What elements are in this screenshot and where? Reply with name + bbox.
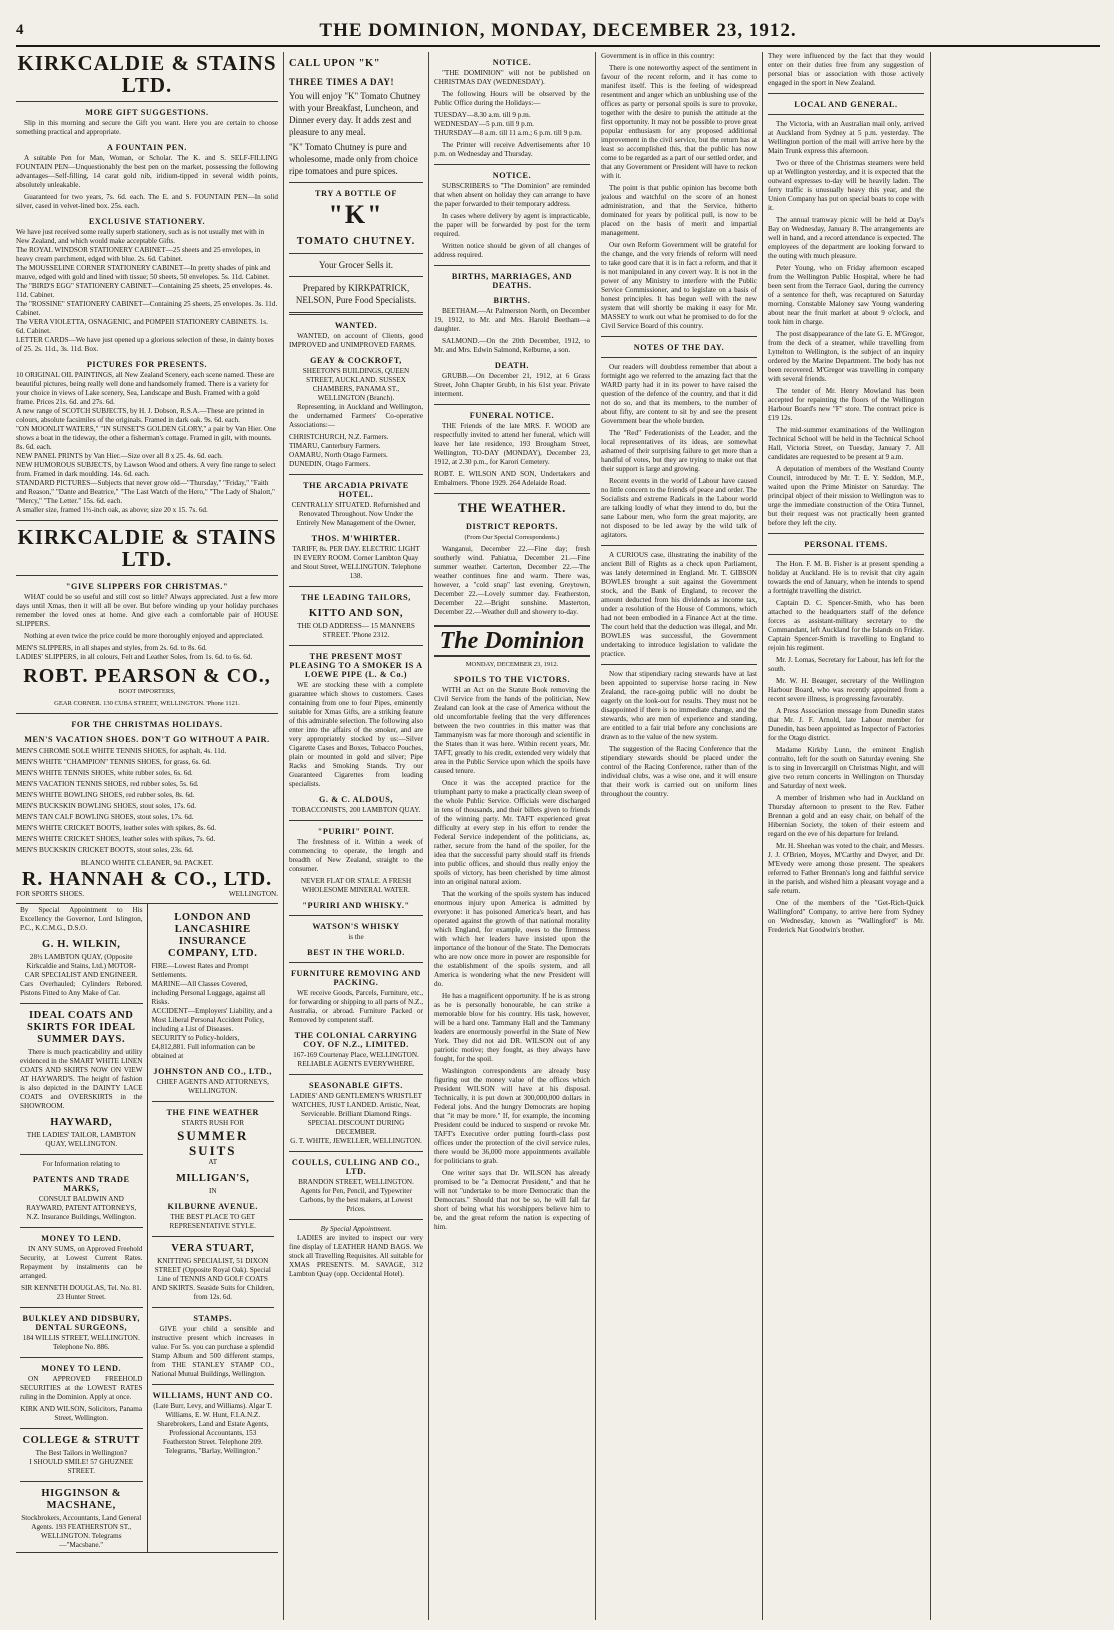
kirkcaldie-heading: KIRKCALDIE & STAINS LTD. [17, 52, 277, 97]
divider [601, 357, 757, 358]
divider [20, 1154, 143, 1155]
divider [16, 713, 278, 714]
editorial-cont-3: The point is that public opinion has become both jealous and watchful on the score of an honest administration, and that the Service, hitherto dominated for years by political pull, is now to be placed on the basis of merit and impartial management. [601, 184, 757, 237]
arcadia-text: CENTRALLY SITUATED. Refurnished and Renovated Throughout. Now Under the Entirely New Management of the Owner, [291, 501, 421, 527]
list-item: MEN'S WHITE "CHAMPION" TENNIS SHOES, for grass, 6s. 6d. [16, 758, 211, 766]
divider [289, 915, 423, 916]
higginson-text: Stockbrokers, Accountants, Land General Agents. 193 FEATHERSTON ST., WELLINGTON. Telegrams—"Macsbane." [21, 1514, 142, 1549]
notice2-text-2: In cases where delivery by agent is impracticable, the paper will be forwarded by post for the term required. [434, 212, 590, 238]
bulkley-address: 184 WILLIS STREET, WELLINGTON. Telephone No. 886. [22, 1334, 140, 1351]
slippers-heading: "GIVE SLIPPERS FOR CHRISTMAS." [65, 582, 229, 591]
williams-text: (Late Burr, Levy, and Williams). Algar T. Williams, E. W. Hunt, F.I.A.N.Z. Sharebrokers, Land and Estate Agents, Professional Accountants, 153 Featherston Street. Telephone 209. Telegrams, "Barlay, Wellington." [153, 1402, 273, 1455]
local-2: Two or three of the Christmas steamers were held up at Wellington yesterday, and it is expected that the outward expresses to-day will be heavily laden. The ferry traffic is unusually heavy this year, and the Union Company has put on special boats to cope with it. [768, 159, 924, 212]
try-bottle: TRY A BOTTLE OF [315, 189, 397, 198]
ladies-text: LADIES are invited to inspect our very fine display of LEATHER HAND BAGS. We stock all Travelling Requisites. All suitable for XMAS PRESENTS. M. SAVAGE, 312 Lambton Quay (opp. Occidental Hotel). [289, 1234, 423, 1278]
best-world: BEST IN THE WORLD. [307, 948, 405, 957]
k-big: "K" [328, 200, 384, 229]
personal-6: Madame Kirkby Lunn, the eminent English contralto, left for the south on Saturday evening. She is to sing in Invercargill on Christmas Night, and will give two return concerts in Wellington on Thursday and Saturday of next week. [768, 746, 924, 790]
coulls-text: Agents for Pen, Pencil, and Typewriter Carbons, by the best makers, at Lowest Prices. [299, 1187, 413, 1213]
spoils-p1: WITH an Act on the Statute Book removing the Civil Service from the hands of the politician, New Zealand can look at the case of America without the old uncomfortable feeling that the very differences between the two countries in this matter was that Tammanyism was far more thorough and scientific in the States than it was here. Within recent years, Mr. TAFT, greatly to his credit, extended very widely that area in the Public Service upon which the spoils have caused tenure. [434, 686, 590, 775]
blanco-line: BLANCO WHITE CLEANER, 9d. PACKET. [80, 859, 214, 867]
furniture-text: WE receive Goods, Parcels, Furniture, etc., for forwarding or shipping to all parts of N.Z., Australia, or abroad. Furniture Packed or Removed by competent staff. [289, 989, 423, 1024]
divider [434, 164, 590, 165]
white-jeweller: G. T. WHITE, JEWELLER, WELLINGTON. [290, 1137, 422, 1145]
shoes-list [16, 746, 278, 856]
weather-heading: THE WEATHER. [458, 500, 566, 515]
list-item: NEW HUMOROUS SUBJECTS, by Lawson Wood and others. A very fine range to select from. Framed in dark moulding. 14s. 6d. each. [16, 461, 276, 478]
notes-heading: NOTES OF THE DAY. [633, 343, 725, 352]
small-ads-left [16, 904, 148, 1552]
money2-heading: MONEY TO LEND. [41, 1364, 122, 1373]
spoils-p2: Once it was the accepted practice for the triumphant party to make a practically clean sweep of the whole Public Service. Officials were discharged in tens of thousands, and their billets given to friends of the winning party. Mr. TAFT experienced great difficulty at every step in his effort to render the Federal Service independent of the politicians, as, rather, secure from the hand of the spoiler, for the idea that the successful party should staff its friends into public offices, and should thus really enjoy the spoils of victory, has been cherished by time almost into an original natural axiom. [434, 779, 590, 886]
pictures-list [16, 371, 278, 515]
small-ads-right [148, 904, 279, 1552]
divider [434, 265, 590, 266]
notice2-heading: NOTICE. [492, 171, 532, 180]
column-divider [428, 52, 429, 1620]
notice2-text-3: Written notice should be given of all changes of address required. [434, 242, 590, 259]
k-text: You will enjoy "K" Tomato Chutney with your Breakfast, Luncheon, and Dinner every day. It adds zest and pleasure to any meal. [289, 91, 421, 137]
personal-7: A member of Irishmen who had in Auckland on Thursday afternoon to present to the Rev. Father Brennan a gold and an easy chair, on behalf of the Hibernian Society, the token of their esteem and regard on the eve of his departure for Ireland. [768, 794, 924, 838]
stamps-text: GIVE your child a sensible and instructive present which increases in value. For 5s. you can purchase a splendid Stamp Album and 500 different stamps, from THE STANLEY STAMP CO., National Mutual Buildings, Wellington. [151, 1325, 274, 1378]
spoils-p6: One writer says that Dr. WILSON has already promised to be "a Democrat President," and that he will not "undertake to be more Democratic than the Democrats." Should that not be so, he will fall far short of being what his worshippers believe him to be, and the great reform the nation is expecting of him. [434, 1169, 590, 1231]
is-the: is the [348, 933, 364, 941]
note-2: The "Red" Federationists of the Leader, and the local representatives of its ideas, are somewhat ashamed of their surprising failure to get more than a handful of votes, but they are trying to make out that their support is large and growing. [601, 429, 757, 473]
kirk-wilson: KIRK AND WILSON, Solicitors, Panama Street, Wellington. [20, 1405, 143, 1422]
seasonable-text: LADIES' AND GENTLEMEN'S WRISTLET WATCHES, JUST LANDED. Artistic, Neat, Serviceable. Brilliant Diamond Rings. SPECIAL DISCOUNT DURING DECEMBER. [289, 1092, 423, 1136]
stationery-heading: EXCLUSIVE STATIONERY. [88, 217, 206, 226]
column-divider [930, 52, 931, 1620]
wanted-text: WANTED, on account of Clients, good IMPROVED and UNIMPROVED FARMS. [289, 332, 423, 349]
vera-text: KNITTING SPECIALIST, 51 DIXON STREET (Opposite Royal Oak). Special Line of TENNIS AND GOLF COATS AND SKIRTS. Seaside Suits for Children, from 12s. 6d. [151, 1257, 274, 1301]
summer-suits: SUMMER SUITS [177, 1128, 249, 1158]
geay-address: SHEETON'S BUILDINGS, QUEEN STREET, AUCKLAND. SUSSEX CHAMBERS, PANAMA ST., WELLINGTON (Branch). [302, 367, 410, 402]
list-item: MEN'S TAN CALF BOWLING SHOES, stout soles, 17s. 6d. [16, 813, 194, 821]
prepared-by: Prepared by KIRKPATRICK, NELSON, Pure Food Specialists. [295, 283, 417, 305]
list-item: "ON MOONLIT WATERS," "IN SUNSET'S GOLDEN GLORY," a pair by Van Hier. One shows a boat in the tideway, the other a fisherman's cottage. Framed in gilt, with mounts. 8s. 6d. each. [16, 425, 276, 451]
small-ads-grid [16, 903, 278, 1553]
reliable-line: RELIABLE AGENTS EVERYWHERE. [297, 1060, 415, 1068]
gift-intro: Slip in this morning and secure the Gift you want. Here you are certain to choose something practical and appropriate. [16, 119, 278, 136]
personal-4: Mr. W. H. Beauger, secretary of the Wellington Harbour Board, who was recently appointed from a recent severe illness, is progressing favourably. [768, 677, 924, 703]
colonial-address: 167-169 Courtenay Place, WELLINGTON. [293, 1051, 419, 1059]
divider [601, 545, 757, 546]
fountain-pen-text: A suitable Pen for Man, Woman, or Scholar. The K. and S. SELF-FILLING FOUNTAIN PEN—Unquestionably the best pen on the market, possessing the following advantages—Self-filling, 14 carat gold nib, iridium-tipped in several width points, absolutely unleakable. [16, 154, 278, 189]
divider [434, 404, 590, 405]
divider [601, 336, 757, 337]
list-item: TIMARU, Canterbury Farmers. [289, 442, 381, 450]
notice2-text: SUBSCRIBERS to "The Dominion" are reminded that when absent on holiday they can arrange to have the paper forwarded to their temporary address. [434, 182, 590, 208]
spoils-p4: He has a magnificent opportunity. If he is as strong as he is personally honourable, he can strike a memorable blow for his country. His task, however, will be a hard one. Tammany Hall and the Tammany leaders are enormously powerful in the State of New York. They did not aid DR. WILSON out of any patriotic motive; they fought, as they always have fought, for the spoil. [434, 992, 590, 1063]
column-divider [762, 52, 763, 1620]
divider [289, 253, 423, 254]
personal-3: Mr. J. Lomas, Secretary for Labour, has left for the south. [768, 656, 924, 673]
call-upon-k: CALL UPON "K" [289, 58, 381, 69]
editorial-cont-2: There is one noteworthy aspect of the sentiment in favour of the recent reform, and it has come to manifest itself. This is the feeling of widespread resentment and anger which an unblushing use of the offices as party or personal spoils is sure to provoke, together with the desire to punish the attitude at the first opportunity. It may not be possible to prove great popular enthusiasm for any proposed additional improvement in the civil service, but the return has at least so accomplished this, that the public has now come to be regarded as a part of our settled order, and that any Government or President will have to reckon with it. [601, 64, 757, 180]
list-item: MEN'S SLIPPERS, in all shapes and styles, from 2s. 6d. to 8s. 6d. [16, 644, 207, 652]
personal-8: Mr. H. Sheehan was voted to the chair, and Messrs. J. J. O'Brien, Moyes, M'Carthy and Dwyer, and Dr. M'Evedy were among those present. The speakers referred to Father Brennan's long and faithful service in the parish, and wished him a pleasant voyage and a safe return. [768, 842, 924, 895]
hannah-heading: R. HANNAH & CO., LTD. [21, 868, 273, 890]
list-item: MEN'S WHITE CRICKET BOOTS, leather soles with spikes, 8s. 6d. [16, 824, 217, 832]
whirter-text: TARIFF, 8s. PER DAY. ELECTRIC LIGHT IN EVERY ROOM. Corner Lambton Quay and Stout Street, WELLINGTON. Telephone 138. [290, 545, 422, 580]
masthead-rule [16, 45, 1100, 47]
slippers-note: Nothing at even twice the price could be more thoroughly enjoyed and appreciated. [24, 632, 264, 640]
dominion-masthead: The Dominion [434, 625, 590, 657]
list-item: MEN'S CHROME SOLE WHITE TENNIS SHOES, for asphalt, 4s. 11d. [16, 747, 227, 755]
hayward-heading: HAYWARD, [50, 1117, 113, 1128]
money2-text: ON APPROVED FREEHOLD SECURITIES at the LOWEST RATES ruling in the Dominion. Apply at once. [20, 1375, 143, 1401]
local-4: Peter Young, who on Friday afternoon escaped from the Wellington Public Hospital, where he had been sent from the Terrace Gaol, during the currency of a sentence for theft, was recaptured on Saturday morning. Constable Maloney saw Young wandering about near the fruit market at about 9 o'clock, and took him in charge. [768, 264, 924, 326]
insurance-list [152, 962, 275, 1061]
note-3: Recent events in the world of Labour have caused no little concern to the friends of peace and order. The Socialists and extreme Radicals in the Labour world are talking loudly of what they intend to do, but the sane Labour men, who form the great majority, are not disposed to be led away by the wild talk of agitators. [601, 477, 757, 539]
divider [768, 533, 924, 534]
list-item: THURSDAY—8 a.m. till 11 a.m.; 6 p.m. till 9 p.m. [434, 129, 582, 137]
bulkley-heading: BULKLEY AND DIDSBURY, DENTAL SURGEONS, [22, 1314, 140, 1332]
list-item: STANDARD PICTURES—Subjects that never grow old—"Thursday," "Friday," "Faith and Reason," "Dante and Beatrice," "The Last Watch of the Hero," "The Lady of Shalott," "Mercy," "The Letter." 15s. 6d. each. [16, 479, 275, 505]
divider [289, 1074, 423, 1075]
hannah-subline [16, 890, 278, 899]
douglas-line: SIR KENNETH DOUGLAS, Tel. No. 81. 23 Hunter Street. [20, 1284, 142, 1301]
divider [289, 645, 423, 646]
patents-intro: For Information relating to [42, 1160, 120, 1168]
wanted-heading: WANTED. [334, 321, 378, 330]
leading-tailors: THE LEADING TAILORS, [301, 593, 411, 602]
editorial-cont-1: Government is in office in this country: [601, 52, 715, 60]
personal-9: One of the members of the "Get-Rich-Quick Wallingford" Company, to arrive here from Sydney on Wednesday, known as "Wallingford" is Mr. Frederick Nat Goodwin's brother. [768, 899, 924, 934]
wilkin-heading: G. H. WILKIN, [42, 939, 121, 950]
divider [20, 1003, 143, 1004]
divider [289, 586, 423, 587]
fountain-pen-heading: A FOUNTAIN PEN. [106, 143, 188, 152]
note-6: The suggestion of the Racing Conference that the stipendiary stewards should be placed under the control of the Racing Conference, rather than of the individual clubs, was a wise one, and it will ensure that their work is carried out on uniform lines throughout the country. [601, 745, 757, 798]
williams-heading: WILLIAMS, HUNT AND CO. [152, 1391, 273, 1400]
local-5: The post disappearance of the late G. E. M'Gregor, from the deck of a steamer, while travelling from Lyttelton to Wellington, is the subject of an inquiry ordered by the Marine Department. The body has not been recovered. M'Gregor was travelling in company with several friends. [768, 330, 924, 383]
money-heading: MONEY TO LEND. [41, 1234, 122, 1243]
bdm-heading: BIRTHS, MARRIAGES, AND DEATHS. [451, 272, 573, 290]
seasonable-heading: SEASONABLE GIFTS. [309, 1081, 403, 1090]
divider [289, 182, 423, 183]
list-item: MEN'S WHITE BOWLING SHOES, red rubber soles, 8s. 6d. [16, 791, 195, 799]
holidays-heading: FOR THE CHRISTMAS HOLIDAYS. [71, 720, 223, 729]
list-item: MEN'S WHITE TENNIS SHOES, white rubber soles, 6s. 6d. [16, 769, 193, 777]
ideal-heading: IDEAL COATS AND SKIRTS FOR IDEAL SUMMER DAYS. [27, 1010, 136, 1045]
list-item: A new range of SCOTCH SUBJECTS, by H. J. Dobson, R.S.A.—These are printed in colours, absolute facsimiles of the originals. Framed in dark oak. 9s. 6d. each. [16, 407, 264, 424]
list-item: CHRISTCHURCH, N.Z. Farmers. [289, 433, 389, 441]
notice-heading: NOTICE. [492, 58, 532, 67]
local-1: The Victoria, with an Australian mail only, arrived at Auckland from Sydney at 5 p.m. yesterday. The Wellington portion of the mail will arrive here by the Main Trunk express this afternoon. [768, 120, 924, 155]
editorial-cont-4: Our own Reform Government will be grateful for the change, and the very friends of reform will need to take good care that it is in fact a reform, and that it is not manipulated in any covert way. It is not in the power of any Ministry to interfere with the Public Service Commissioner, and to legislate on a basis of honest principles. It has begun well with the new system that will shortly be making it easy for Mr. MASSEY to work out what he promised to do for the Civil Service Board of this country. [601, 241, 757, 330]
note-4: A CURIOUS case, illustrating the inability of the ancient Bill of Rights as a check upon Parliament, was lately determined in England. Mr. T. GIBSON BOWLES brought a suit against the Government stock, and the Bank of England, to recover the amount deducted from his dividends as income tax, under a resolution of the House of Commons, which had not been embodied in a Finance Act at the time. The court held that the deduction was illegal, and Mr. BOWLES was successful, the Government undertaking to introduce legislation to validate the practice. [601, 551, 757, 658]
stationery-list [16, 228, 278, 354]
personal-heading: PERSONAL ITEMS. [804, 540, 888, 549]
list-item: The "ROSSINE" STATIONERY CABINET—Containing 25 sheets, 25 envelopes. 3s. 11d. Cabinet. [16, 300, 278, 317]
higginson-heading: HIGGINSON & MACSHANE, [41, 1488, 122, 1511]
in-word: IN [208, 1187, 217, 1195]
divider [20, 1227, 143, 1228]
puriri-sub: NEVER FLAT OR STALE. A FRESH WHOLESOME MINERAL WATER. [300, 877, 412, 894]
note-5: Now that stipendiary racing stewards have at last been appointed to supervise horse racing in New Zealand, the race-going public will no doubt be eagerly on the look-out for results. They must not be disappointed if there is no immediate change, and the stewards, who are men of experience and standing, are entitled to a fair trial before any conclusions are drawn as to the value of the new system. [601, 670, 757, 741]
three-times: THREE TIMES A DAY! [289, 77, 395, 87]
spoils-p5: Washington correspondents are already busy figuring out the money value of the offices which President WILSON will have at his disposal. Technically, it is put down at 300,000,000 dollars in Federal jobs. And the hungry Democrats are hoping that "it may be more." If, for example, the incoming President could be induced to suspend or revoke Mr. TAFT's Executive order putting fourth-class post offices under the protection of the civil service rules, there would be 36,000 more appointments available for politicians to grab. [434, 1067, 590, 1165]
divider [152, 1236, 275, 1237]
column-notices-editorial [434, 52, 590, 1620]
editorial-date: MONDAY, DECEMBER 23, 1912. [465, 661, 559, 668]
divider [16, 520, 278, 521]
salmond-text: SALMOND.—On the 20th December, 1912, to Mr. and Mrs. Edwin Salmond, Kelburne, a son. [434, 337, 590, 354]
column-local-news [768, 52, 924, 1620]
slippers-list [16, 644, 278, 662]
column-ads-left [16, 52, 278, 1620]
list-item: The ROYAL WINDSOR STATIONERY CABINET—25 sheets and 25 envelopes, in heavy cream parchment, edged with blue. 2s. 6d. Cabinet. [16, 246, 261, 263]
divider [152, 1384, 275, 1385]
coulls-heading: COULLS, CULLING AND CO., LTD. [291, 1158, 421, 1176]
slippers-text: WHAT could be so useful and still cost so little? Always appreciated. Just a few more days until Xmas, then it will all be over. But before winding up your holiday purchases remember the loved ones at home. And give each a comfortable pair of HOUSE SLIPPERS. [16, 593, 278, 628]
pearson-address: GEAR CORNER. 130 CUBA STREET, WELLINGTON. 'Phone 1121. [54, 700, 240, 707]
arcadia-heading: THE ARCADIA PRIVATE HOTEL. [303, 481, 409, 499]
watson-heading: WATSON'S WHISKY [312, 922, 400, 931]
geay-text: Representing, in Auckland and Wellington, the undernamed Farmers' Co-operative Associations:— [289, 403, 423, 429]
whirter-heading: THOS. M'WHIRTER. [311, 534, 401, 543]
divider [601, 664, 757, 665]
list-item: WEDNESDAY—5 p.m. till 9 p.m. [434, 120, 534, 128]
fine-weather-sub: STARTS RUSH FOR [181, 1119, 244, 1127]
printer-text: The Printer will receive Advertisements after 10 p.m. on Wednesday and Thursday. [434, 141, 590, 158]
divider [289, 312, 423, 315]
list-item: LADIES' SLIPPERS, in all colours, Felt and Leather Soles, from 1s. 6d. to 6s. 6d. [16, 653, 253, 661]
list-item: DUNEDIN, Otago Farmers. [289, 460, 371, 468]
list-item: LETTER CARDS—We have just opened up a glorious selection of these, in dainty boxes of 25. 2s. 11d., 3s. 11d. Box. [16, 336, 274, 353]
list-item: MARINE—All Classes Covered, including Personal Luggage, against all Risks. [151, 980, 266, 1006]
spoils-heading: SPOILS TO THE VICTORS. [453, 675, 571, 684]
death-heading: DEATH. [494, 361, 530, 370]
colonial-heading: THE COLONIAL CARRYING COY. OF N.Z., LIMITED. [294, 1031, 418, 1049]
divider [289, 962, 423, 963]
coulls-address: BRANDON STREET, WELLINGTON. [298, 1178, 414, 1186]
pictures-heading: PICTURES FOR PRESENTS. [86, 360, 208, 369]
hayward-address: THE LADIES' TAILOR, LAMBTON QUAY, WELLINGTON. [26, 1131, 136, 1148]
column-ads-middle [289, 52, 423, 1620]
local-3: The annual tramway picnic will be held at Day's Bay on Wednesday, January 8. The arrangements are well in hand, and a record attendance is expected. The employees of the department are looking forward to the outing with much pleasure. [768, 216, 924, 260]
coops-list [289, 433, 423, 469]
list-item: ACCIDENT—Employers' Liability, and a Most Liberal Personal Accident Policy, including a List of Diseases. [151, 1007, 273, 1033]
stamps-heading: STAMPS. [193, 1314, 233, 1323]
personal-1: The Hon. F. M. B. Fisher is at present spending a holiday at Auckland. He is to revisit that city again towards the end of January, when he intends to spend a fortnight travelling the district. [768, 560, 924, 595]
list-item: A smaller size, framed 1½-inch oak, as above; size 20 x 15. 7s. 6d. [16, 506, 208, 514]
list-item: FIRE—Lowest Rates and Prompt Settlements. [151, 962, 249, 979]
patents-heading: PATENTS AND TRADE MARKS, [32, 1175, 130, 1193]
column-divider [595, 52, 596, 1620]
divider [152, 1101, 275, 1102]
newspaper-title: THE DOMINION, MONDAY, DECEMBER 23, 1912. [319, 20, 797, 41]
divider [768, 114, 924, 115]
grocer-line: Your Grocer Sells it. [318, 260, 394, 270]
weather-sub: DISTRICT REPORTS. [465, 522, 559, 531]
masthead [16, 20, 1100, 42]
divider [289, 1219, 423, 1220]
divider [16, 575, 278, 576]
list-item: The "BIRD'S EGG" STATIONERY CABINET—Containing 25 sheets, 25 envelopes. 4s. 11d. Cabinet. [16, 282, 273, 299]
aldous-heading: G. & C. ALDOUS, [318, 795, 394, 804]
tomato-chutney: TOMATO CHUTNEY. [296, 236, 416, 247]
gift-suggestions-heading: MORE GIFT SUGGESTIONS. [85, 108, 209, 117]
vera-heading: VERA STUART, [171, 1243, 255, 1254]
vacation-shoes-heading: MEN'S VACATION SHOES. DON'T GO WITHOUT A PAIR. [24, 735, 270, 744]
divider [20, 1357, 143, 1358]
list-item: OAMARU, North Otago Farmers. [289, 451, 388, 459]
puriri-text: The freshness of it. Within a week of commencing to operate, the length and breadth of New Zealand, straight to the consumer. [289, 838, 423, 873]
notice-text: "THE DOMINION" will not be published on CHRISTMAS DAY (WEDNESDAY). [434, 69, 590, 86]
births-heading: BIRTHS. [493, 296, 531, 305]
divider [768, 554, 924, 555]
fountain-pen-guarantee: Guaranteed for two years, 7s. 6d. each. The E. and S. FOUNTAIN PEN—In solid silver, cased in velvet-lined box. 25s. each. [16, 193, 278, 210]
special-appointment: By Special Appointment. [320, 1225, 392, 1233]
divider [152, 1307, 275, 1308]
funeral-text: THE Friends of the late MRS. F. WOOD are respectfully invited to attend her funeral, which will leave her late residence, 193 Brougham Street, Wellington, TO-DAY (MONDAY), December 23, 1912, at 2.30 p.m., for Karori Cemetery. [434, 422, 590, 466]
list-item: MEN'S WHITE CRICKET SHOES, leather soles with spikes, 7s. 6d. [16, 835, 216, 843]
wilkin-note: Cars Overhauled; Cylinders Rebored. Pistons Fitted to Any Make of Car. [20, 980, 143, 997]
at-word: AT [208, 1158, 218, 1166]
geay-heading: GEAY & COCKROFT, [310, 356, 402, 365]
weather-text: Wanganui, December 22.—Fine day; fresh southerly wind. Pahiatua, December 21.—Fine summer weather. Carterton, December 22.—The weather continues fine and warm. There was, however, a "cold snap" last evening. Greytown, December 22.—Lovely summer day. Featherston, December 22.—Bright sunshine. Masterton, December 22.—Weather dull and showery to-day. [434, 545, 590, 616]
wilkin-address: 28½ LAMBTON QUAY, (Opposite Kirkcaldie and Stains, Ltd.) MOTOR-CAR SPECIALIST AND ENGINEER. [24, 953, 138, 979]
money-text: IN ANY SUMS, on Approved Freehold Security, at Lowest Current Rates. Repayment by instalments can be arranged. [20, 1245, 143, 1280]
list-item: TUESDAY—8.30 a.m. till 9 p.m. [434, 111, 531, 119]
list-item: MEN'S BUCKSKIN BOWLING SHOES, stout soles, 17s. 6d. [16, 802, 196, 810]
pearson-heading: ROBT. PEARSON & CO., [23, 665, 271, 687]
ideal-text: There is much practicability and utility evidenced in the SMART WHITE LINEN COATS AND SKIRTS NOW ON VIEW AT HAYWARD'S. The height of fashion is also depicted in the DAINTY LACE COATS and OVERSKIRTS in the SHOWROOM. [20, 1048, 143, 1110]
kirkcaldie-heading-2: KIRKCALDIE & STAINS LTD. [17, 525, 277, 571]
list-item: SECURITY to Policy-holders, £4,812,881. Full information can be obtained at [151, 1034, 256, 1060]
divider [289, 820, 423, 821]
funeral-heading: FUNERAL NOTICE. [469, 411, 555, 420]
list-item: We have just received some really superb stationery, such as is not usually met with in New Zealand, and which would make acceptable Gifts. [16, 228, 265, 245]
divider [16, 101, 278, 102]
college-address: I SHOULD SMILE! 57 GHUZNEE STREET. [29, 1458, 134, 1475]
local-8: A deputation of members of the Westland County Council, introduced by Mr. T. E. Y. Seddon, M.P., waited upon the Prime Minister on Saturday. The principal object of their mission to Wellington was to urge the immediate construction of the Otira Tunnel, but their request was not practically been granted before they left the city. [768, 465, 924, 527]
patents-text: CONSULT BALDWIN AND RAYWARD, PATENT ATTORNEYS, N.Z. Insurance Buildings, Wellington. [26, 1195, 137, 1221]
divider [289, 276, 423, 277]
k-text-2: "K" Tomato Chutney is pure and wholesome, made only from choice ripe tomatoes and pure spices. [289, 142, 418, 176]
loewe-heading: THE PRESENT MOST PLEASING TO A SMOKER IS A LOEWE PIPE (L. & Co.) [289, 652, 423, 679]
personal-5: A Press Association message from Dunedin states that Mr. J. F. Arnold, late Labour member for Dunedin, has been appointed as Inspector of Factories for the Otago district. [768, 707, 924, 742]
hours-intro: The following Hours will be observed by the Public Office during the Holidays:— [434, 90, 590, 107]
divider [20, 1307, 143, 1308]
kitto-heading: KITTO AND SON, [308, 608, 404, 619]
johnston-sub: CHIEF AGENTS AND ATTORNEYS, WELLINGTON. [156, 1078, 269, 1095]
spoils-p3: That the working of the spoils system has induced enormous injury upon America is admitted by everyone: it has poisoned America's heart, and has operated against the growth of that national morality which England, for example, owes to the firmness with which her leaders have insisted upon the importance of the honour of the State. The Democrats who are now once more in power are responsible for the establishment of the spoils system, and all America is wondering what the new President will do. [434, 890, 590, 988]
pearson-sub: BOOT IMPORTERS, [118, 688, 176, 695]
divider [289, 1151, 423, 1152]
kitto-text: THE OLD ADDRESS— 15 MANNERS STREET. 'Phone 2312. [297, 622, 415, 639]
wilkin-intro: By Special Appointment to His Excellency the Governor, Lord Islington, P.C., K.C.M.G., D.S.O. [20, 906, 143, 932]
milligan-heading: MILLIGAN'S, [176, 1173, 250, 1184]
fine-weather-heading: THE FINE WEATHER [166, 1108, 260, 1117]
loewe-text: WE are stocking these with a complete guarantee which shows to customers. Cases containing from one to four Pipes, eminently suitable for Xmas Gifts, are a striking feature of this admirable selection. The following also enter into the affairs of the smoker, and are very appropriately stocked by us:—Silver Cigarette Cases and Boxes, Tobacco Pouches, plain or mounted in gold and silver; Pipe Racks and Smoking Stands. Try our Guaranteed Cigarettes from leading specialists. [289, 681, 423, 788]
column-divider [283, 52, 284, 1620]
puriri-heading: "PURIRI" POINT. [317, 827, 395, 836]
college-sub: The Best Tailors in Wellington? [35, 1449, 127, 1457]
local-cont: They were influenced by the fact that they would enter on their duties free from any suggestion of personal bias or association with those actively engaged in the sport in New Zealand. [768, 52, 924, 87]
list-item: MEN'S BUCKSKIN CRICKET BOOTS, stout soles, 23s. 6d. [16, 846, 194, 854]
funeral-sign: ROBT. E. WILSON AND SON, Undertakers and Embalmers. 'Phone 1929. 264 Adelaide Road. [434, 470, 590, 487]
page-number: 4 [16, 22, 24, 38]
births-text: BEETHAM.—At Palmerston North, on December 19, 1912, to Mr. and Mrs. Harold Beetham—a daughter. [434, 307, 590, 333]
death-text: GRUBB.—On December 21, 1912, at 6 Grass Street, John Chapter Grubb, in his 61st year. Private interment. [434, 372, 590, 398]
kilbirnie-heading: KILBURNE AVENUE. [167, 1202, 258, 1211]
divider [434, 493, 590, 494]
column-editorial-notes [601, 52, 757, 1620]
kilbirnie-text: THE BEST PLACE TO GET REPRESENTATIVE STYLE. [169, 1213, 256, 1230]
college-heading: COLLEGE & STRUTT [22, 1435, 141, 1446]
hannah-town: WELLINGTON. [228, 890, 278, 898]
puriri-whisky: "PURIRI AND WHISKY." [302, 901, 410, 910]
hours-list [434, 111, 590, 138]
note-1: Our readers will doubtless remember that about a fortnight ago we referred to the amazing fact that the WARD party had it in its power to have raised the question of the defence of the country, and that it did not do so, and that its members, to the number of about fifty, are content to sit by and see the present Government bear the whole burden. [601, 363, 757, 425]
london-lancashire-heading: LONDON AND LANCASHIRE INSURANCE COMPANY, LTD. [168, 912, 258, 959]
divider [768, 93, 924, 94]
list-item: NEW PANEL PRINTS by Van Hier.—Size over all 8 x 25. 4s. 6d. each. [16, 452, 223, 460]
divider [20, 1481, 143, 1482]
local-6: The tender of Mr. Henry Mowland has been accepted for repainting the floors of the Wellington Harbour Board's new "F" store. The contract price is £19 12s. [768, 387, 924, 422]
local-7: The mid-summer examinations of the Wellington Technical School will be held in the Technical School Hall, Victoria Street, on Tuesday, January 7. All candidates are requested to be present at 9 a.m. [768, 426, 924, 461]
divider [20, 1428, 143, 1429]
johnston-heading: JOHNSTON AND CO., LTD., [153, 1067, 273, 1076]
hannah-sub: FOR SPORTS SHOES. [16, 890, 85, 898]
local-heading: LOCAL AND GENERAL. [794, 100, 898, 109]
list-item: The MOUSSELINE CORNER STATIONERY CABINET—In pretty shades of pink and mauve, edged with gold and lined with tissue; 50 sheets, 50 envelopes. 5s. 11d. Cabinet. [16, 264, 271, 281]
furniture-heading: FURNITURE REMOVING AND PACKING. [290, 969, 422, 987]
aldous-address: TOBACCONISTS, 200 LAMBTON QUAY. [291, 806, 421, 814]
weather-from: (From Our Special Correspondents.) [464, 534, 560, 541]
personal-2: Captain D. C. Spencer-Smith, who has been attached to the headquarters staff of the defence forces as assistant-military secretary to the Commandant, left Auckland for the Islands on Friday. Captain Spencer-Smith is travelling to England to rejoin his regiment. [768, 599, 924, 652]
divider [289, 474, 423, 475]
list-item: MEN'S VACATION TENNIS SHOES, red rubber soles, 5s. 6d. [16, 780, 199, 788]
list-item: The VERA VIOLETTA, OSNAGENIC, and POMPEII STATIONERY CABINETS. 1s. 6d. Cabinet. [16, 318, 268, 335]
list-item: 10 ORIGINAL OIL PAINTINGS, all New Zealand Scenery, each scene named. These are beautiful pictures, being really well done and handsomely framed. There is a variety for your choice in views of Lake scenery, Sea, Landscape and Bush. Framed with a gold frame. Prices 21s. 6d. and 27s. 6d. [16, 371, 275, 406]
